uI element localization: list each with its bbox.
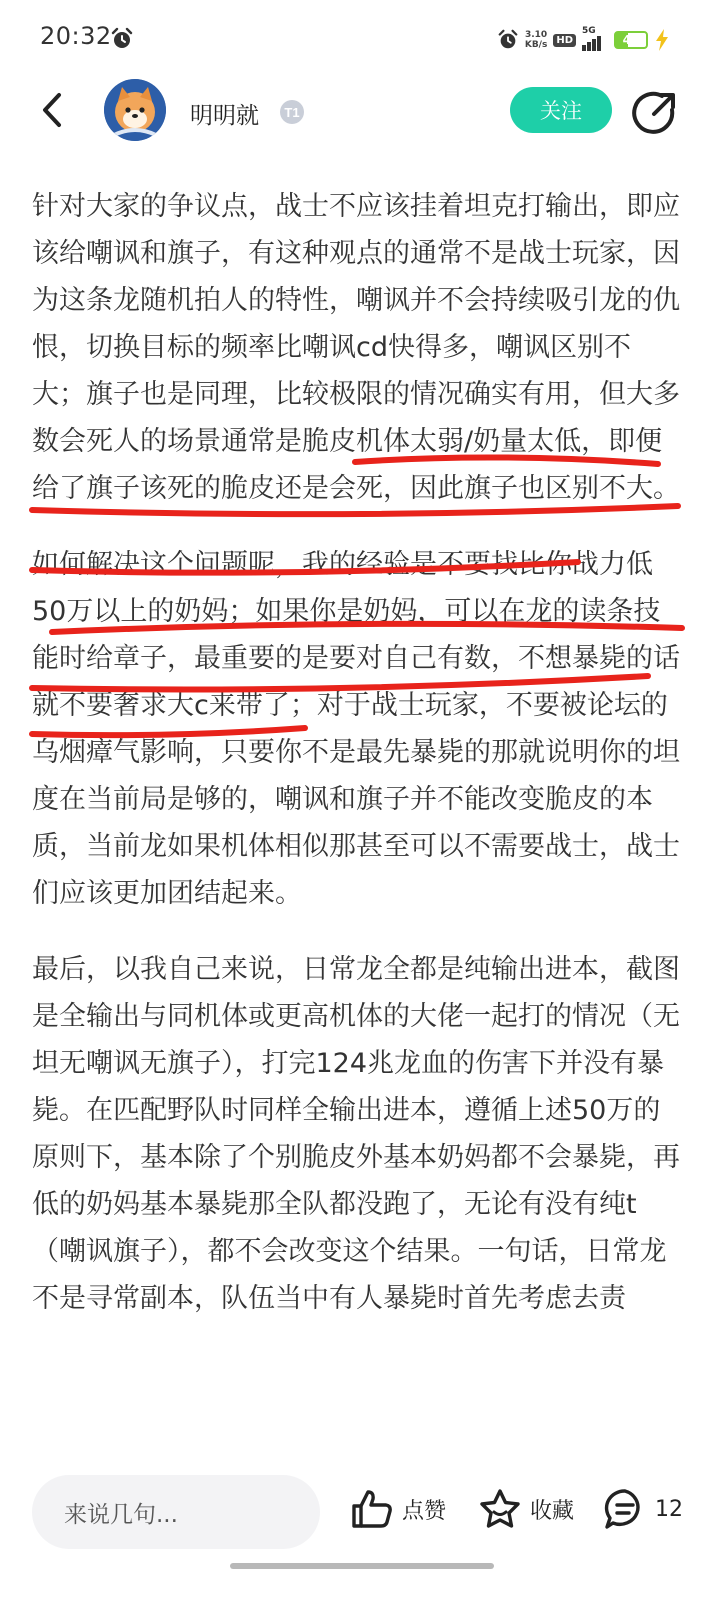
- alarm-icon: [497, 29, 519, 51]
- favorite-button[interactable]: [478, 1487, 574, 1531]
- hd-badge: HD: [553, 34, 576, 47]
- comment-placeholder: 来说几句...: [64, 1501, 178, 1528]
- post-paragraph-3: 最后，以我自己来说，日常龙全都是纯输出进本，截图是全输出与同机体或更高机体的大佬一起打的情况（无坦无嘲讽无旗子），打完124兆龙血的伤害下并没有暴毙。在匹配野队时同样全输出进本，遵循上述50万的原则下，基本除了个别脆皮外基本奶妈都不会暴毙，再低的奶妈基本暴毙那全队都没跑了，无论有没有纯t（嘲讽旗子），都不会改变这个结果。一句话，日常龙不是寻常副本，队伍当中有人暴毙时首先考虑去责: [32, 954, 680, 1314]
- back-button[interactable]: [30, 88, 74, 132]
- signal-icon: [582, 26, 608, 51]
- battery-icon: [614, 31, 648, 49]
- comment-count: 12: [655, 1496, 683, 1522]
- post-paragraph-2: 如何解决这个问题呢，我的经验是不要找比你战力低50万以上的奶妈；如果你是奶妈，可以在龙的读条技能时给章子，最重要的是要对自己有数，不想暴毙的话就不要奢求大c来带了；对于战士玩家，不要被论坛的乌烟瘴气影响，只要你不是最先暴毙的那就说明你的坦度在当前局是够的，嘲讽和旗子并不能改变脆皮的本质，当前龙如果机体相似那甚至可以不需要战士，战士们应该更加团结起来。: [32, 549, 680, 909]
- alarm-clock-icon: [110, 27, 134, 51]
- share-icon: [632, 90, 678, 136]
- like-label: 点赞: [402, 1498, 447, 1524]
- battery-level: 40: [622, 33, 640, 47]
- level-badge-icon: [278, 98, 308, 128]
- post-paragraph-1: 针对大家的争议点，战士不应该挂着坦克打输出，即应该给嘲讽和旗子，有这种观点的通常不是战士玩家，因为这条龙随机拍人的特性，嘲讽并不会持续吸引龙的仇恨，切换目标的频率比嘲讽cd快得多，嘲讽区别不大；旗子也是同理，比较极限的情况确实有用，但大多数会死人的场景通常是脆皮机体太弱/奶量太低，即便给了旗子该死的脆皮还是会死，因此旗子也区别不大。: [32, 191, 680, 504]
- comment-input[interactable]: [32, 1475, 320, 1549]
- network-type: 5G: [582, 26, 596, 36]
- network-speed: [525, 30, 547, 50]
- chevron-left-icon: [37, 92, 67, 128]
- thumbs-up-icon: [350, 1487, 394, 1531]
- network-speed-unit: KB/s: [524, 40, 548, 50]
- bottom-action-bar: [0, 1455, 720, 1600]
- charging-bolt-icon: [654, 29, 670, 51]
- home-indicator[interactable]: [230, 1563, 494, 1569]
- status-time: 20:32: [40, 22, 112, 50]
- avatar[interactable]: [104, 79, 166, 141]
- comment-bubble-icon: [603, 1487, 647, 1531]
- network-speed-value: 3.10: [524, 30, 548, 40]
- status-indicators: [497, 26, 670, 54]
- comment-button[interactable]: [603, 1487, 683, 1531]
- like-button[interactable]: [350, 1487, 446, 1531]
- share-button[interactable]: [632, 90, 678, 136]
- post-header: [0, 80, 720, 145]
- level-badge-text: T1: [284, 105, 300, 120]
- favorite-label: 收藏: [530, 1498, 575, 1524]
- star-icon: [478, 1487, 522, 1531]
- post-content: [32, 183, 682, 1351]
- author-name[interactable]: 明明就: [190, 103, 259, 129]
- follow-button[interactable]: 关注: [510, 87, 612, 133]
- shiba-avatar-icon: [104, 79, 166, 141]
- status-bar: [0, 0, 720, 80]
